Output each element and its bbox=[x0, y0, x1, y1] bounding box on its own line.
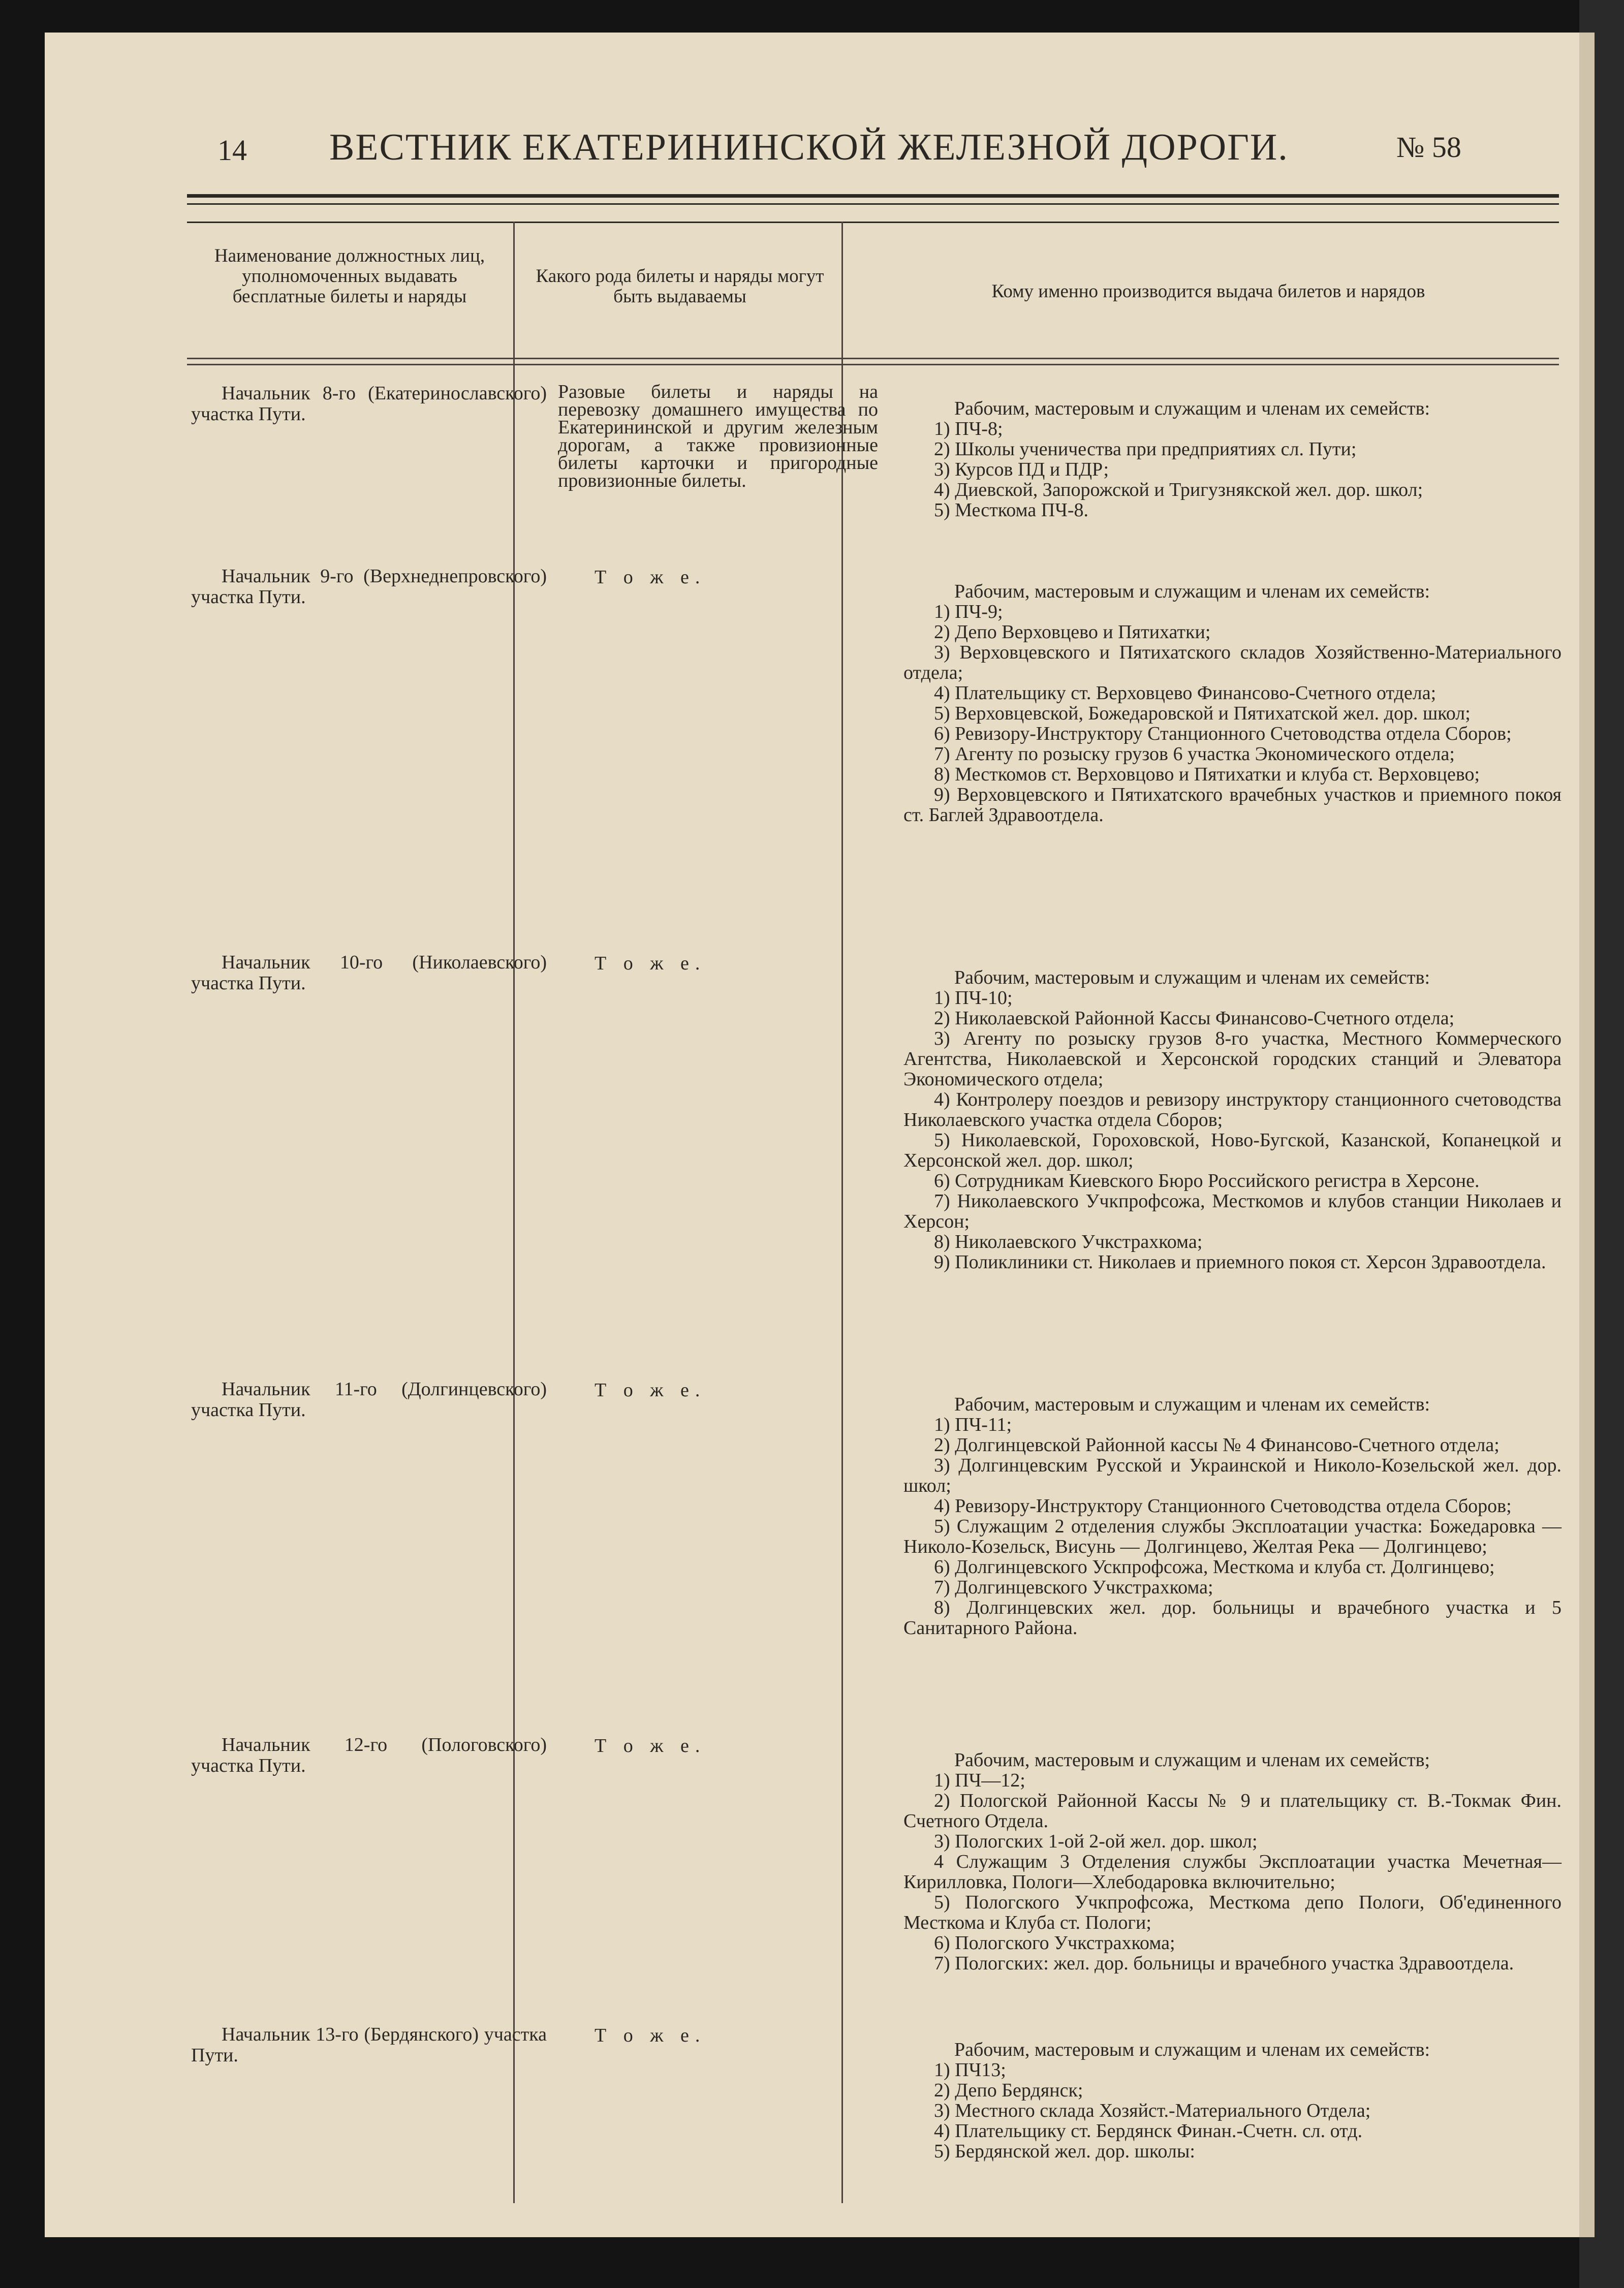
recipient-item: 1) ПЧ—12; bbox=[934, 1770, 1025, 1791]
recipient-item: 3) Долгинцевским Русской и Украинской и Николо-Козельской жел. дор. школ; bbox=[903, 1455, 1561, 1496]
recipient-item: 4) Ревизору-Инструктору Станционного Счетоводства отдела Сборов; bbox=[934, 1495, 1512, 1517]
recipients-intro: Рабочим, мастеровым и служащим и членам их семейств: bbox=[954, 1394, 1430, 1415]
recipient-item: 7) Пологских: жел. дор. больницы и врачебного участка Здравоотдела. bbox=[934, 1953, 1514, 1974]
recipients-list bbox=[903, 398, 1561, 520]
issue-number: № 58 bbox=[1396, 131, 1461, 164]
recipient-item: 6) Ревизору-Инструктору Станционного Счетоводства отдела Сборов; bbox=[934, 723, 1512, 744]
recipient-item: 1) ПЧ-11; bbox=[934, 1414, 1012, 1435]
ticket-type: Т о ж е. bbox=[595, 567, 706, 588]
ticket-type: Т о ж е. bbox=[595, 1735, 706, 1757]
ticket-type: Разовые билеты и наряды на перевозку домашнего имущества по Екатерининской и другим железным дорогам, а также провизионные билеты карточки и пригородные провизионные билеты. bbox=[558, 381, 878, 491]
official-name: Начальник 8-го (Екатеринославского) участка Пути. bbox=[191, 383, 547, 425]
recipient-item: 3) Верховцевского и Пятихатского складов Хозяйственно-Материального отдела; bbox=[903, 642, 1561, 683]
recipient-item: 1) ПЧ-10; bbox=[934, 987, 1013, 1009]
recipient-item: 2) Депо Верховцево и Пятихатки; bbox=[934, 621, 1211, 643]
recipients-list bbox=[903, 1750, 1561, 1973]
official-name: Начальник 12-го (Пологовского) участка Пути. bbox=[191, 1734, 547, 1776]
recipient-item: 4) Диевской, Запорожской и Тригузнякской жел. дор. школ; bbox=[934, 479, 1423, 500]
recipient-item: 8) Николаевского Учкстрахкома; bbox=[934, 1231, 1203, 1252]
recipients-intro: Рабочим, мастеровым и служащим и членам их семейств: bbox=[954, 581, 1430, 602]
column-divider-1 bbox=[513, 222, 515, 2203]
column-divider-2 bbox=[841, 222, 843, 2203]
official-name: Начальник 11-го (Долгинцевского) участка Пути. bbox=[191, 1378, 547, 1421]
ticket-type: Т о ж е. bbox=[595, 953, 706, 974]
recipient-item: 4 Служащим 3 Отделения службы Эксплоатации участка Мечетная—Кирилловка, Пологи—Хлебодаровка включительно; bbox=[903, 1851, 1561, 1893]
recipient-item: 5) Николаевской, Гороховской, Ново-Бугской, Казанской, Копанецкой и Херсонской жел. дор. школ; bbox=[903, 1130, 1561, 1171]
recipient-item: 3) Агенту по розыску грузов 8-го участка, Местного Коммерческого Агентства, Николаевской и Херсонской городских станций и Элеватора Экономического отдела; bbox=[903, 1028, 1561, 1090]
document-page bbox=[45, 33, 1579, 2237]
header-rule-thin bbox=[187, 203, 1559, 205]
recipients-intro: Рабочим, мастеровым и служащим и членам их семейств: bbox=[954, 2039, 1430, 2060]
recipient-item: 5) Верховцевской, Божедаровской и Пятихатской жел. дор. школ; bbox=[934, 703, 1471, 724]
recipient-item: 6) Долгинцевского Ускпрофсожа, Месткома и клуба ст. Долгинцево; bbox=[934, 1556, 1495, 1578]
recipients-intro: Рабочим, мастеровым и служащим и членам их семейств: bbox=[954, 398, 1430, 419]
official-name: Начальник 13-го (Бердянского) участка Пути. bbox=[191, 2024, 547, 2066]
recipient-item: 8) Месткомов ст. Верховцово и Пятихатки и клуба ст. Верховцево; bbox=[934, 764, 1480, 785]
recipient-item: 1) ПЧ13; bbox=[934, 2059, 1006, 2081]
recipient-item: 5) Месткома ПЧ-8. bbox=[934, 499, 1088, 521]
recipient-item: 1) ПЧ-9; bbox=[934, 601, 1003, 622]
recipient-item: 4) Контролеру поездов и ревизору инструктору станционного счетоводства Николаевского участка отдела Сборов; bbox=[903, 1089, 1561, 1131]
recipients-list bbox=[903, 1394, 1561, 1638]
recipient-item: 2) Пологской Районной Кассы № 9 и плательщику ст. В.-Токмак Фин. Счетного Отдела. bbox=[903, 1790, 1561, 1832]
column-header-recipients: Кому именно производится выдача билетов и нарядов bbox=[991, 281, 1425, 302]
recipient-item: 1) ПЧ-8; bbox=[934, 418, 1003, 440]
recipient-item: 4) Плательщику ст. Верховцево Финансово-Счетного отдела; bbox=[934, 682, 1436, 704]
recipients-list bbox=[903, 581, 1561, 825]
official-name: Начальник 10-го (Николаевского) участка Пути. bbox=[191, 952, 547, 994]
recipient-item: 3) Пологских 1-ой 2-ой жел. дор. школ; bbox=[934, 1831, 1258, 1852]
official-name: Начальник 9-го (Верхнеднепровского) участка Пути. bbox=[191, 566, 547, 608]
journal-title: ВЕСТНИК ЕКАТЕРИНИНСКОЙ ЖЕЛЕЗНОЙ ДОРОГИ. bbox=[329, 127, 1289, 168]
page-number: 14 bbox=[217, 134, 247, 167]
column-header-ticket-types: Какого рода билеты и наряды могут быть выдаваемы bbox=[536, 266, 824, 307]
recipient-item: 2) Николаевской Районной Кассы Финансово-Счетного отдела; bbox=[934, 1008, 1455, 1029]
recipient-item: 6) Сотрудникам Киевского Бюро Российского регистра в Херсоне. bbox=[934, 1170, 1480, 1192]
header-bottom-rule bbox=[187, 358, 1559, 359]
recipients-list bbox=[903, 2040, 1561, 2161]
recipients-intro: Рабочим, мастеровым и служащим и членам их семейств: bbox=[954, 967, 1430, 988]
recipient-item: 7) Николаевского Учкпрофсожа, Месткомов и клубов станции Николаев и Херсон; bbox=[903, 1190, 1561, 1232]
ticket-type: Т о ж е. bbox=[595, 2025, 706, 2046]
recipient-item: 3) Курсов ПД и ПДР; bbox=[934, 459, 1109, 480]
recipient-item: 5) Бердянской жел. дор. школы: bbox=[934, 2141, 1195, 2162]
book-edge bbox=[1579, 0, 1624, 2288]
recipient-item: 8) Долгинцевских жел. дор. больницы и врачебного участка и 5 Санитарного Района. bbox=[903, 1597, 1561, 1639]
recipient-item: 9) Верховцевского и Пятихатского врачебных участков и приемного покоя ст. Баглей Здравоотдела. bbox=[903, 784, 1561, 826]
recipients-list bbox=[903, 967, 1561, 1272]
recipient-item: 7) Агенту по розыску грузов 6 участка Экономического отдела; bbox=[934, 743, 1455, 765]
recipient-item: 2) Школы ученичества при предприятиях сл. Пути; bbox=[934, 438, 1357, 460]
recipient-item: 2) Депо Бердянск; bbox=[934, 2080, 1083, 2101]
table-top-rule bbox=[187, 222, 1559, 223]
recipient-item: 9) Поликлиники ст. Николаев и приемного покоя ст. Херсон Здравоотдела. bbox=[934, 1251, 1546, 1273]
recipient-item: 2) Долгинцевской Районной кассы № 4 Финансово-Счетного отдела; bbox=[934, 1434, 1500, 1456]
recipient-item: 4) Плательщику ст. Бердянск Финан.-Счетн. сл. отд. bbox=[934, 2120, 1363, 2142]
recipient-item: 7) Долгинцевского Учкстрахкома; bbox=[934, 1577, 1213, 1598]
recipient-item: 5) Пологского Учкпрофсожа, Месткома депо Пологи, Об'единенного Месткома и Клуба ст. Пологи; bbox=[903, 1892, 1561, 1933]
recipient-item: 3) Местного склада Хозяйст.-Материального Отдела; bbox=[934, 2100, 1371, 2121]
column-header-officials: Наименование должностных лиц, уполномоченных выдавать бесплатные билеты и наряды bbox=[214, 245, 485, 307]
recipient-item: 6) Пологского Учкстрахкома; bbox=[934, 1932, 1175, 1954]
recipient-item: 5) Служащим 2 отделения службы Эксплоатации участка: Божедаровка — Николо-Козельск, Висунь — Долгинцево, Желтая Река — Долгинцево; bbox=[903, 1516, 1561, 1557]
header-rule bbox=[187, 194, 1559, 198]
recipients-intro: Рабочим, мастеровым и служащим и членам их семейств; bbox=[954, 1749, 1430, 1771]
page-header bbox=[45, 33, 1579, 185]
ticket-type: Т о ж е. bbox=[595, 1380, 706, 1401]
header-bottom-rule-2 bbox=[187, 364, 1559, 365]
